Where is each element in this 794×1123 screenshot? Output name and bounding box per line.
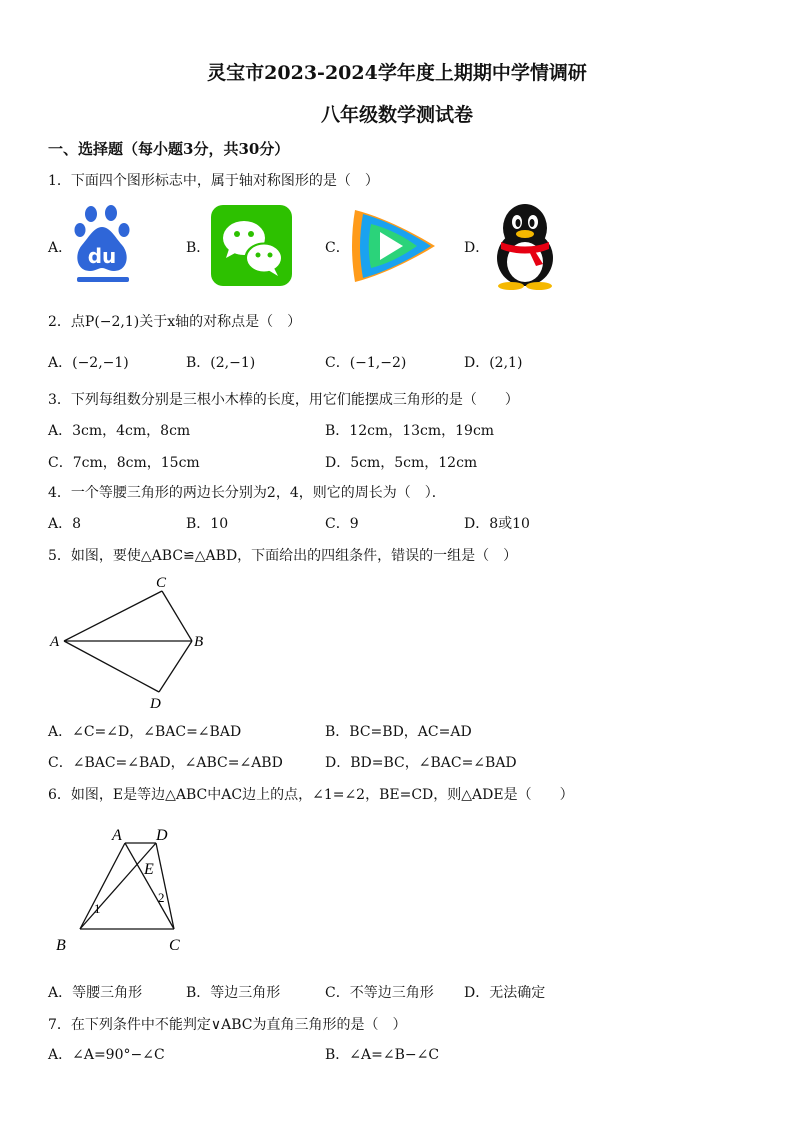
q1-option-d-label: D． [464, 240, 490, 256]
q5-label-c: C [156, 575, 167, 591]
q5-figure [44, 570, 224, 716]
question-5-stem: 5．如图，要使△ABC≌△ABD，下面给出的四组条件，错误的一组是（ ） [48, 548, 518, 564]
q3-option-a: A．3cm，4cm，8cm [48, 423, 191, 439]
q3-option-d: D．5cm，5cm，12cm [325, 455, 478, 471]
q5-option-c: C．∠BAC=∠BAD，∠ABC=∠ABD [48, 755, 283, 771]
q6-label-c: C [169, 937, 180, 954]
q5-option-b: B．BC=BD，AC=AD [325, 724, 472, 740]
q6-label-e: E [144, 861, 154, 878]
baidu-paw-icon [74, 205, 132, 291]
q6-label-b: B [56, 937, 66, 954]
q6-label-d: D [156, 827, 168, 844]
q5-option-a: A．∠C=∠D，∠BAC=∠BAD [48, 724, 242, 740]
tencent-video-icon [347, 204, 439, 292]
q6-option-a: A．等腰三角形 [48, 985, 143, 1001]
q3-option-c: C．7cm，8cm，15cm [48, 455, 200, 471]
wechat-icon [211, 205, 292, 290]
question-1-stem: 1．下面四个图形标志中，属于轴对称图形的是（ ） [48, 173, 379, 189]
q6-option-c: C．不等边三角形 [325, 985, 434, 1001]
q3-option-b: B．12cm，13cm，19cm [325, 423, 495, 439]
q7-option-b: B．∠A=∠B−∠C [325, 1047, 440, 1063]
q6-figure [52, 820, 192, 964]
question-2-stem: 2．点P(−2,1)关于x轴的对称点是（ ） [48, 314, 302, 330]
q1-option-c-label: C． [325, 240, 350, 256]
q1-option-b-label: B． [186, 240, 211, 256]
question-7-stem: 7．在下列条件中不能判定∨ABC为直角三角形的是（ ） [48, 1017, 407, 1033]
q2-option-b: B．(2,−1) [186, 355, 256, 371]
question-6-stem: 6．如图，E是等边△ABC中AC边上的点，∠1=∠2，BE=CD，则△ADE是（ ） [48, 787, 574, 803]
q6-label-a: A [112, 827, 122, 844]
q6-angle-2: 2 [158, 890, 165, 905]
page-subtitle: 八年级数学测试卷 [320, 104, 473, 126]
question-3-stem: 3．下列每组数分别是三根小木棒的长度，用它们能摆成三角形的是（ ） [48, 392, 519, 408]
q4-option-a: A．8 [48, 516, 82, 532]
q5-label-a: A [50, 634, 60, 650]
q6-option-d: D．无法确定 [464, 985, 546, 1001]
q4-option-d: D．8或10 [464, 516, 530, 532]
baidu-du-text: du [87, 244, 117, 268]
section-heading: 一、选择题（每小题3分，共30分） [48, 140, 290, 158]
q5-label-b: B [194, 634, 204, 650]
q5-option-d: D．BD=BC，∠BAC=∠BAD [325, 755, 517, 771]
q4-option-b: B．10 [186, 516, 229, 532]
page-title: 灵宝市2023-2024学年度上期期中学情调研 [207, 62, 587, 84]
question-4-stem: 4．一个等腰三角形的两边长分别为2，4，则它的周长为（ ）． [48, 485, 446, 501]
q6-option-b: B．等边三角形 [186, 985, 281, 1001]
q6-angle-1: 1 [94, 901, 101, 916]
q2-option-d: D．(2,1) [464, 355, 523, 371]
qq-penguin-icon [487, 202, 563, 294]
q7-option-a: A．∠A=90°−∠C [48, 1047, 165, 1063]
q5-label-d: D [150, 696, 161, 712]
q2-option-c: C．(−1,−2) [325, 355, 407, 371]
q2-option-a: A．(−2,−1) [48, 355, 129, 371]
q1-option-a-label: A． [48, 240, 73, 256]
q4-option-c: C．9 [325, 516, 359, 532]
